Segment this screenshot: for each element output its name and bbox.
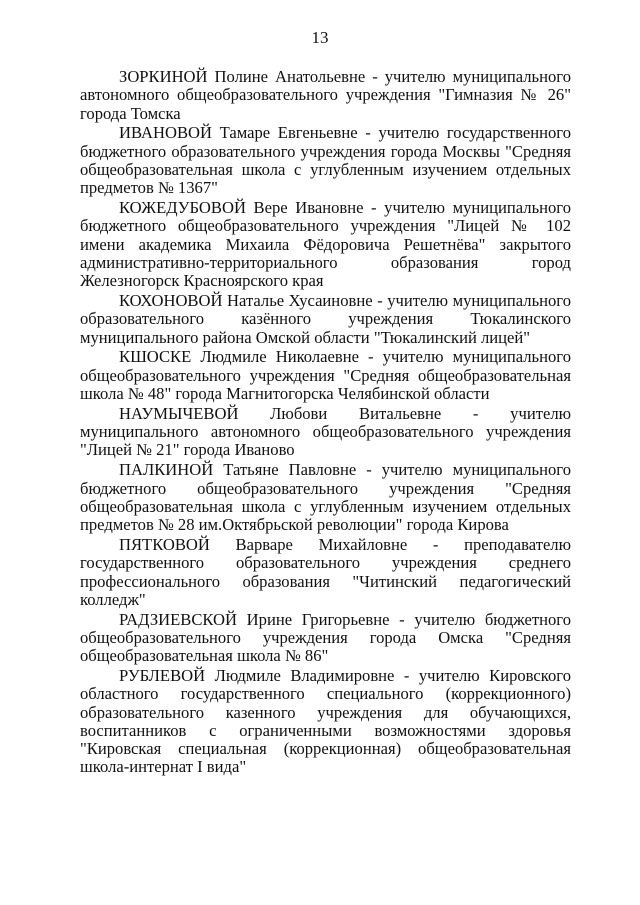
- list-item: [80, 611, 571, 666]
- list-item: [80, 536, 571, 609]
- recipient-details: Варваре Михайловне - преподавателю государственного образовательного учреждения среднего профессионального образования "Читинский педагогический колледж": [80, 534, 571, 609]
- recipient-details: Вере Ивановне - учителю муниципального бюджетного общеобразовательного учреждения "Лицей № 102 имени академика Михаила Фёдоровича Решетнёва" закрытого административно-территориального образования город Железногорск Красноярского края: [80, 198, 571, 291]
- recipient-surname: КШОСКЕ: [119, 347, 192, 367]
- recipient-details: Татьяне Павловне - учителю муниципального бюджетного общеобразовательного учреждения "Средняя общеобразовательная школа с углубленным изучением отдельных предметов № 28 им.Октябрьской революции" города Кирова: [80, 460, 571, 535]
- recipient-surname: ПАЛКИНОЙ: [119, 460, 214, 480]
- list-item: [80, 667, 571, 777]
- list-item: [80, 124, 571, 197]
- recipient-surname: РУБЛЕВОЙ: [119, 666, 206, 685]
- recipient-surname: ПЯТКОВОЙ: [119, 534, 210, 554]
- recipient-surname: КОХОНОВОЙ: [119, 291, 223, 311]
- award-list: [80, 68, 571, 778]
- recipient-details: Тамаре Евгеньевне - учителю государственного бюджетного образовательного учреждения города Москвы "Средняя общеобразовательная школа с углубленным изучением отдельных предметов № 1367": [80, 123, 571, 198]
- recipient-details: Полине Анатольевне - учителю муниципального автономного общеобразовательного учреждения "Гимназия № 26" города Томска: [80, 67, 571, 123]
- list-item: [80, 292, 571, 347]
- list-item: [80, 348, 571, 403]
- recipient-details: Любови Витальевне - учителю муниципального автономного общеобразовательного учреждения "Лицей № 21" города Иваново: [80, 403, 571, 460]
- list-item: [80, 461, 571, 534]
- recipient-surname: НАУМЫЧЕВОЙ: [119, 403, 239, 423]
- recipient-surname: КОЖЕДУБОВОЙ: [119, 198, 246, 218]
- recipient-details: Людмиле Владимировне - учителю Кировского областного государственного специального (коррекционного) образовательного казенного учреждения для обучающихся, воспитанников с ограниченными возможностями здоровья "Кировская специальная (коррекционная) общеобразовательная школа-интернат I вида": [80, 666, 571, 777]
- list-item: [80, 68, 571, 123]
- recipient-surname: РАДЗИЕВСКОЙ: [119, 609, 238, 629]
- recipient-surname: ИВАНОВОЙ: [119, 123, 212, 143]
- list-item: [80, 405, 571, 460]
- recipient-details: Наталье Хусаиновне - учителю муниципального образовательного казённого учреждения Тюкалинского муниципального района Омской области "Тюкалинский лицей": [80, 291, 571, 347]
- recipient-details: Людмиле Николаевне - учителю муниципального общеобразовательного учреждения "Средняя общеобразовательная школа № 48" города Магнитогорска Челябинской области: [80, 347, 571, 404]
- page-number: 13: [311, 28, 329, 47]
- recipient-details: Ирине Григорьевне - учителю бюджетного общеобразовательного учреждения города Омска "Средняя общеобразовательная школа № 86": [80, 609, 571, 666]
- recipient-surname: ЗОРКИНОЙ: [119, 67, 208, 86]
- list-item: [80, 199, 571, 290]
